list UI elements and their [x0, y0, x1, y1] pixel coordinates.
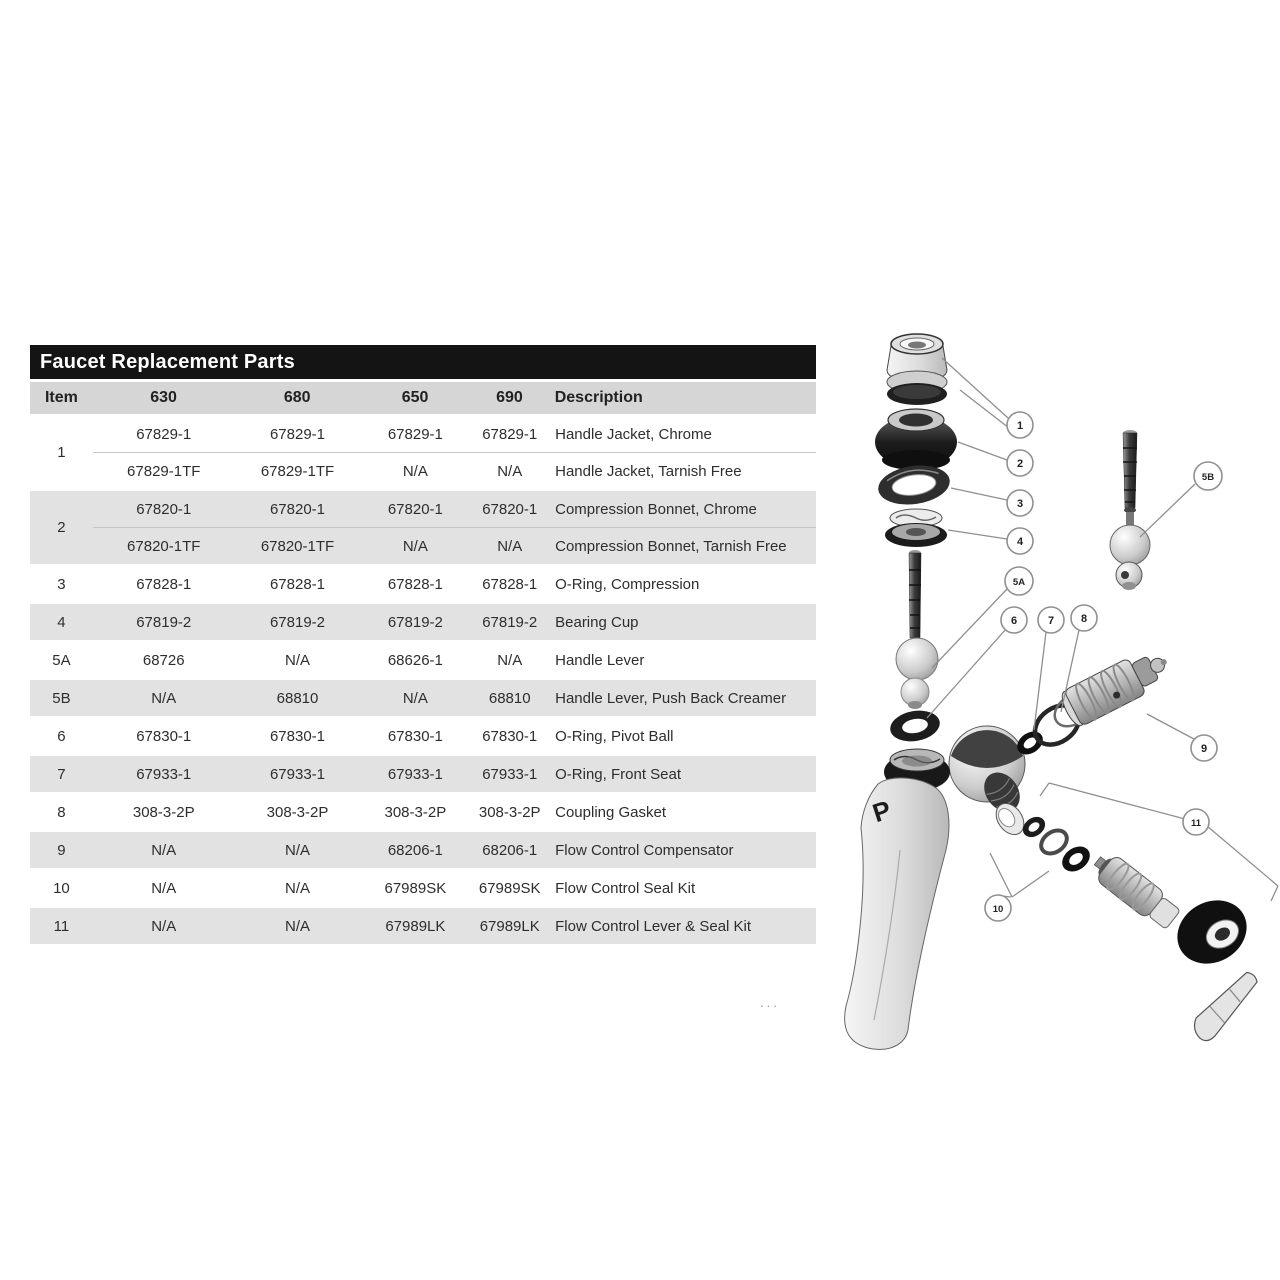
callout-label-7: 7	[1047, 615, 1055, 627]
cell-part-number: N/A	[151, 689, 177, 707]
faucet-body	[845, 726, 1030, 1049]
table-row	[30, 491, 816, 564]
cell-item: 11	[53, 917, 70, 935]
cell-part-number: 67820-1	[482, 500, 538, 518]
cell-part-number: 67819-2	[269, 613, 326, 631]
cell-part-number: N/A	[151, 879, 177, 897]
table-subrow	[93, 452, 816, 489]
cell-item: 5A	[52, 651, 71, 669]
ellipsis-marks: ...	[760, 995, 780, 1010]
cell-part-number: 308-3-2P	[384, 803, 447, 821]
cell-part-number: 67829-1TF	[260, 462, 335, 480]
column-header-690: 690	[496, 389, 523, 406]
column-header-item: Item	[44, 389, 78, 406]
part-o-ring-compression	[876, 461, 953, 509]
row-subrows	[93, 908, 816, 944]
cell-part-number: 67820-1TF	[127, 537, 201, 555]
cell-part-number: 67828-1	[136, 575, 192, 593]
callout-label-5A: 5A	[1012, 577, 1026, 588]
cell-description: O-Ring, Front Seat	[555, 765, 682, 783]
cell-description: Bearing Cup	[555, 613, 639, 631]
table-row	[30, 832, 816, 868]
part-handle-lever-creamer	[1110, 430, 1150, 590]
cell-part-number: N/A	[151, 841, 177, 859]
callout-leader-line	[942, 358, 1008, 418]
callout-label-10: 10	[992, 904, 1004, 915]
table-row	[30, 642, 816, 678]
cell-part-number: N/A	[497, 462, 523, 480]
part-flow-control-compensator	[1058, 643, 1176, 729]
brand-letter: P	[868, 794, 895, 829]
part-flow-control-lever	[1188, 967, 1263, 1045]
cell-part-number: 67933-1	[136, 765, 192, 783]
cell-item: 3	[57, 575, 66, 593]
cell-part-number: 67829-1	[136, 425, 192, 443]
row-subrows	[93, 870, 816, 906]
cell-description: Compression Bonnet, Chrome	[555, 500, 757, 518]
callout-leader-line	[932, 589, 1007, 668]
callout-label-4: 4	[1016, 536, 1024, 548]
cell-part-number: N/A	[402, 537, 428, 555]
cell-part-number: N/A	[402, 462, 428, 480]
cell-part-number: N/A	[497, 537, 523, 555]
faucet-exploded-diagram	[830, 330, 1280, 1090]
cell-description: Handle Jacket, Tarnish Free	[555, 462, 742, 480]
cell-part-number: N/A	[402, 689, 428, 707]
cell-part-number: N/A	[284, 879, 310, 897]
cell-item: 2	[57, 519, 66, 536]
part-seal-kit-rings	[1019, 813, 1095, 877]
cell-part-number: 67829-1TF	[127, 462, 201, 480]
callout-leader-line	[1140, 484, 1195, 537]
cell-part-number: 67820-1	[136, 500, 192, 518]
table-row	[30, 680, 816, 716]
faucet-diagram-svg	[830, 330, 1280, 1090]
table-subrow	[93, 718, 816, 754]
cell-description: Flow Control Compensator	[555, 841, 734, 859]
cell-part-number: 67820-1	[269, 500, 326, 518]
cell-part-number: 68810	[276, 689, 319, 707]
cell-part-number: 67989LK	[479, 917, 540, 935]
cell-part-number: N/A	[497, 651, 523, 669]
callout-leader-line	[1040, 783, 1049, 796]
table-row	[30, 718, 816, 754]
cell-item: 7	[57, 765, 66, 783]
column-header-row	[30, 382, 816, 414]
table-row	[30, 794, 816, 830]
row-subrows	[93, 416, 816, 489]
cell-part-number: 67820-1	[387, 500, 443, 518]
cell-part-number: 68726	[142, 651, 185, 669]
callout-leader-line	[1012, 871, 1049, 897]
cell-description: Compression Bonnet, Tarnish Free	[555, 537, 787, 555]
part-flow-control-shaft	[1088, 848, 1183, 932]
table-subrow	[93, 491, 816, 527]
table-row	[30, 908, 816, 944]
cell-part-number: 67989SK	[478, 879, 541, 897]
table-row	[30, 870, 816, 906]
cell-part-number: 67819-2	[387, 613, 443, 631]
callout-leader-line	[1147, 714, 1194, 739]
column-header-630: 630	[150, 389, 177, 406]
table-subrow	[93, 870, 816, 906]
column-header-650: 650	[401, 389, 429, 406]
row-subrows	[93, 794, 816, 830]
parts-table	[30, 345, 816, 946]
part-bearing-cup	[885, 509, 947, 547]
part-handle-lever	[896, 550, 938, 709]
cell-part-number: 308-3-2P	[478, 803, 541, 821]
cell-item: 6	[57, 727, 66, 745]
table-subrow	[93, 527, 816, 564]
cell-description: O-Ring, Pivot Ball	[555, 727, 674, 745]
table-subrow	[93, 756, 816, 792]
cell-part-number: N/A	[151, 917, 177, 935]
cell-part-number: N/A	[284, 917, 310, 935]
table-subrow	[93, 832, 816, 868]
cell-part-number: 67828-1	[387, 575, 443, 593]
cell-part-number: 68626-1	[387, 651, 443, 669]
cell-part-number: 68206-1	[482, 841, 538, 859]
cell-part-number: N/A	[284, 651, 310, 669]
callout-leader-line	[1271, 886, 1278, 901]
cell-part-number: 67933-1	[269, 765, 326, 783]
cell-description: Flow Control Seal Kit	[555, 879, 696, 897]
cell-part-number: 67819-2	[482, 613, 538, 631]
cell-part-number: 308-3-2P	[266, 803, 329, 821]
callout-label-3: 3	[1016, 498, 1024, 510]
callout-label-2: 2	[1016, 458, 1024, 470]
cell-part-number: N/A	[284, 841, 310, 859]
cell-item: 9	[57, 841, 66, 859]
callout-leader-line	[1049, 783, 1185, 819]
table-row	[30, 604, 816, 640]
callout-leader-line	[1207, 826, 1278, 886]
table-subrow	[93, 416, 816, 452]
cell-part-number: 67989SK	[384, 879, 447, 897]
cell-description: Handle Lever, Push Back Creamer	[555, 689, 787, 707]
cell-part-number: 67933-1	[387, 765, 443, 783]
cell-part-number: 67819-2	[136, 613, 192, 631]
callout-label-8: 8	[1080, 613, 1088, 625]
column-header-description: Description	[554, 389, 643, 406]
part-o-ring-pivot-ball	[888, 707, 942, 745]
cell-part-number: 67829-1	[482, 425, 538, 443]
row-subrows	[93, 832, 816, 868]
callout-leader-line	[948, 530, 1007, 539]
cell-part-number: 67829-1	[387, 425, 443, 443]
part-compression-bonnet	[875, 409, 957, 470]
cell-item: 10	[53, 879, 70, 897]
callout-label-9: 9	[1200, 743, 1208, 755]
cell-part-number: 68810	[488, 689, 531, 707]
callout-leader-line	[990, 853, 1012, 897]
table-title: Faucet Replacement Parts	[30, 345, 816, 379]
cell-item: 1	[57, 444, 66, 461]
callout-leader-line	[927, 629, 1006, 718]
callout-label-1: 1	[1016, 420, 1024, 432]
callout-label-6: 6	[1010, 615, 1018, 627]
cell-part-number: 67830-1	[482, 727, 538, 745]
callout-label-11: 11	[1190, 818, 1202, 829]
cell-description: Handle Lever	[555, 651, 645, 669]
table-subrow	[93, 642, 816, 678]
cell-part-number: 67830-1	[387, 727, 443, 745]
cell-part-number: 67933-1	[482, 765, 538, 783]
column-header-680: 680	[283, 389, 311, 406]
table-subrow	[93, 566, 816, 602]
table-row	[30, 416, 816, 489]
callout-layer	[927, 358, 1278, 921]
cell-item: 4	[57, 613, 66, 631]
cell-part-number: 68206-1	[387, 841, 443, 859]
callout-leader-line	[951, 488, 1007, 500]
table-subrow	[93, 794, 816, 830]
part-coupling-nut	[1166, 888, 1258, 976]
part-handle-jacket	[887, 334, 947, 405]
cell-part-number: 67820-1TF	[260, 537, 335, 555]
cell-part-number: 67830-1	[269, 727, 326, 745]
cell-part-number: 67828-1	[482, 575, 538, 593]
row-subrows	[93, 604, 816, 640]
callout-leader-line	[960, 390, 1009, 428]
cell-part-number: 67830-1	[136, 727, 192, 745]
cell-item: 8	[57, 803, 66, 821]
row-subrows	[93, 566, 816, 602]
row-subrows	[93, 756, 816, 792]
table-row	[30, 756, 816, 792]
row-subrows	[93, 680, 816, 716]
cell-description: Coupling Gasket	[555, 803, 667, 821]
table-row	[30, 566, 816, 602]
row-subrows	[93, 491, 816, 564]
callout-leader-line	[958, 442, 1007, 460]
cell-description: Handle Jacket, Chrome	[555, 425, 712, 443]
cell-part-number: 67828-1	[269, 575, 326, 593]
cell-part-number: 308-3-2P	[132, 803, 195, 821]
table-subrow	[93, 680, 816, 716]
table-subrow	[93, 604, 816, 640]
row-subrows	[93, 718, 816, 754]
row-subrows	[93, 642, 816, 678]
table-body	[30, 416, 816, 944]
cell-description: Flow Control Lever & Seal Kit	[555, 917, 752, 935]
cell-description: O-Ring, Compression	[555, 575, 700, 593]
cell-part-number: 67989LK	[385, 917, 446, 935]
cell-item: 5B	[52, 689, 71, 707]
table-subrow	[93, 908, 816, 944]
cell-part-number: 67829-1	[269, 425, 326, 443]
callout-label-5B: 5B	[1201, 472, 1215, 483]
